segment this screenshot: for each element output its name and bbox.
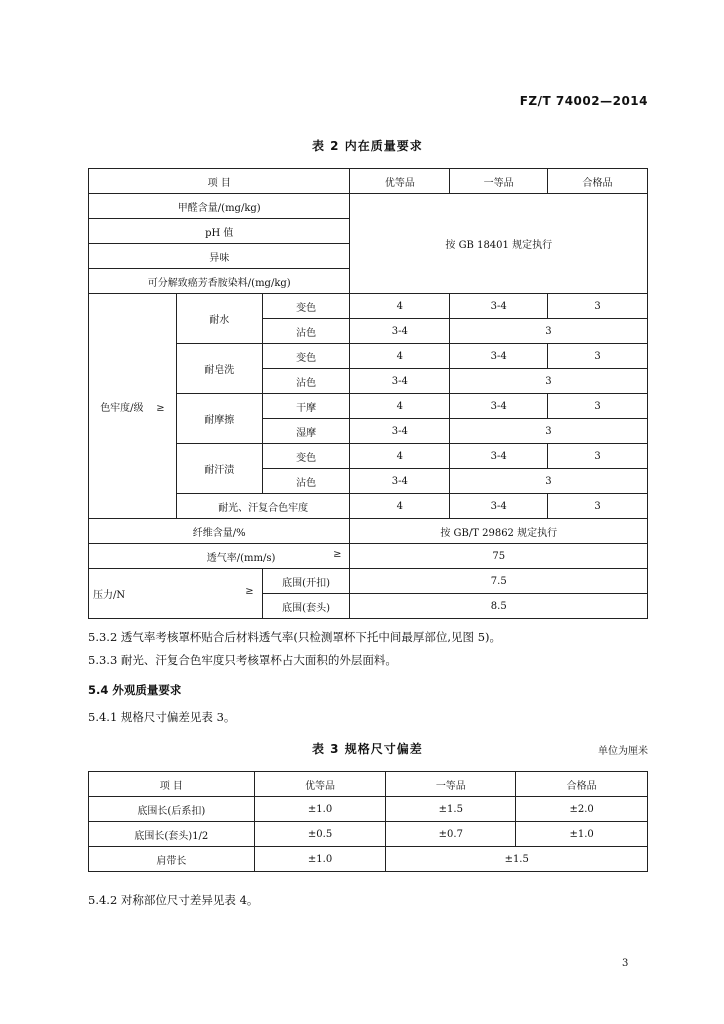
- t2-cell: 3-4: [450, 394, 548, 419]
- t2-header-grade1: 优等品: [350, 169, 450, 194]
- t3-cell: ±2.0: [516, 797, 648, 822]
- t2-cell: 3: [548, 394, 648, 419]
- t2-cell: 3: [548, 294, 648, 319]
- t2-gbt: 按 GB/T 29862 规定执行: [350, 519, 648, 544]
- t2-cell: 4: [350, 394, 450, 419]
- para-5-3-3: 5.3.3 耐光、汗复合色牢度只考核罩杯占大面积的外层面料。: [88, 653, 397, 667]
- t2-cell: 3: [548, 344, 648, 369]
- t2-cell: 3-4: [450, 444, 548, 469]
- t2-formaldehyde: 甲醛含量/(mg/kg): [89, 194, 350, 219]
- t2-cell: 3: [450, 419, 648, 444]
- t2-staining: 沾色: [262, 369, 350, 394]
- t2-light-sweat: 耐光、汗复合色牢度: [176, 494, 350, 519]
- t2-cell: 3: [548, 444, 648, 469]
- t2-cell: 3: [548, 494, 648, 519]
- t3-cell: ±1.0: [254, 847, 386, 872]
- t2-air: 透气率/(mm/s) ≥: [89, 544, 350, 569]
- table3: [88, 771, 648, 872]
- t3-row-label: 底围长(套头)1/2: [89, 822, 255, 847]
- standard-number: FZ/T 74002—2014: [519, 94, 648, 108]
- t3-header-item: 项 目: [89, 772, 255, 797]
- t2-ph: pH 值: [89, 219, 350, 244]
- t2-soap: 耐皂洗: [176, 344, 262, 394]
- t3-header-grade3: 合格品: [516, 772, 648, 797]
- t2-cell: 3: [450, 319, 648, 344]
- t2-rub: 耐摩擦: [176, 394, 262, 444]
- t2-fiber: 纤维含量/%: [89, 519, 350, 544]
- t2-cell: 3-4: [450, 294, 548, 319]
- t2-cell: 4: [350, 294, 450, 319]
- t3-row-label: 肩带长: [89, 847, 255, 872]
- para-5-4-2: 5.4.2 对称部位尺寸差异见表 4。: [88, 893, 259, 907]
- t2-staining: 沾色: [262, 469, 350, 494]
- t2-color-change: 变色: [262, 444, 350, 469]
- t2-cell: 3-4: [450, 344, 548, 369]
- t2-odor: 异味: [89, 244, 350, 269]
- t2-cell: 3-4: [350, 319, 450, 344]
- t2-water: 耐水: [176, 294, 262, 344]
- t3-header-grade2: 一等品: [386, 772, 516, 797]
- t2-cell: 4: [350, 344, 450, 369]
- t2-cell: 4: [350, 494, 450, 519]
- t3-row-label: 底围长(后系扣): [89, 797, 255, 822]
- t2-force: 压力/N ≥: [89, 569, 263, 619]
- t2-hem-open-value: 7.5: [350, 569, 648, 594]
- t2-fastness-label: 色牢度/级 ≥: [89, 294, 177, 519]
- t2-header-grade3: 合格品: [548, 169, 648, 194]
- t2-cell: 3-4: [350, 369, 450, 394]
- t2-air-value: 75: [350, 544, 648, 569]
- t2-azo: 可分解致癌芳香胺染料/(mg/kg): [89, 269, 350, 294]
- table2-caption: 表 2 内在质量要求: [312, 139, 423, 153]
- table3-caption: 表 3 规格尺寸偏差: [312, 742, 423, 756]
- t2-color-change: 变色: [262, 294, 350, 319]
- t2-hem-pull-value: 8.5: [350, 594, 648, 619]
- table3-unit: 单位为厘米: [598, 746, 648, 757]
- t3-header-grade1: 优等品: [254, 772, 386, 797]
- t2-cell: 3: [450, 469, 648, 494]
- t2-hem-open: 底围(开扣): [262, 569, 350, 594]
- t2-cell: 4: [350, 444, 450, 469]
- t2-color-change: 变色: [262, 344, 350, 369]
- table2: [88, 168, 648, 619]
- t2-staining: 沾色: [262, 319, 350, 344]
- t2-cell: 3-4: [350, 469, 450, 494]
- t2-cell: 3: [450, 369, 648, 394]
- t3-cell: ±1.5: [386, 797, 516, 822]
- t2-sweat: 耐汗渍: [176, 444, 262, 494]
- t3-cell: ±1.0: [254, 797, 386, 822]
- t2-header-item: 项 目: [89, 169, 350, 194]
- para-5-3-2: 5.3.2 透气率考核罩杯贴合后材料透气率(只检测罩杯下托中间最厚部位,见图 5)。: [88, 630, 502, 644]
- t2-gb18401: 按 GB 18401 规定执行: [350, 194, 648, 294]
- t3-cell: ±0.5: [254, 822, 386, 847]
- t2-dry: 干摩: [262, 394, 350, 419]
- t3-cell: ±0.7: [386, 822, 516, 847]
- section-5-4: 5.4 外观质量要求: [88, 683, 182, 697]
- t2-cell: 3-4: [350, 419, 450, 444]
- t2-cell: 3-4: [450, 494, 548, 519]
- t2-wet: 湿摩: [262, 419, 350, 444]
- t3-cell: ±1.5: [386, 847, 648, 872]
- page-number: 3: [622, 958, 629, 969]
- t3-cell: ±1.0: [516, 822, 648, 847]
- para-5-4-1: 5.4.1 规格尺寸偏差见表 3。: [88, 710, 236, 724]
- t2-hem-pull: 底围(套头): [262, 594, 350, 619]
- t2-header-grade2: 一等品: [450, 169, 548, 194]
